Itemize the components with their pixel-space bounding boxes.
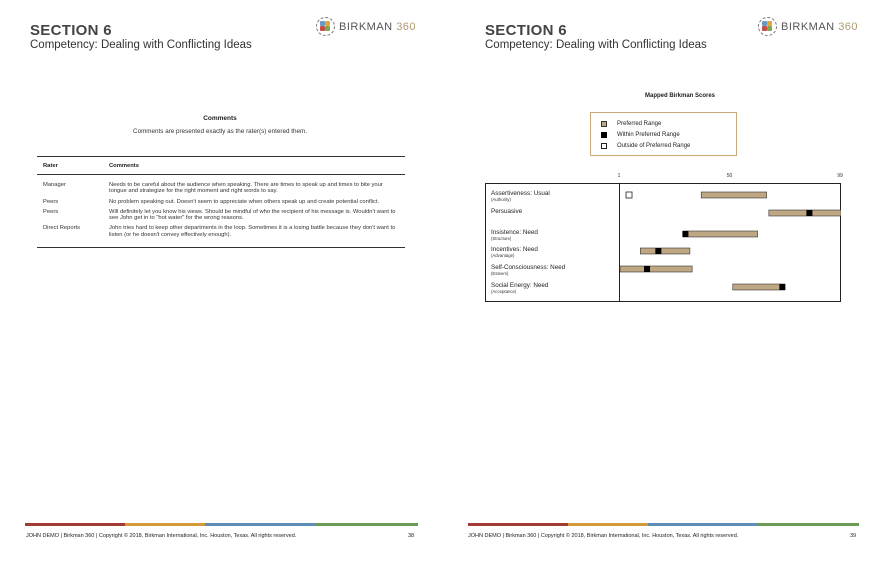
row-label-text: Social Energy: Need xyxy=(491,282,549,289)
row-sublabel: (Advantage) xyxy=(491,253,515,258)
preferred-range-bar xyxy=(620,266,692,272)
preferred-range-bar xyxy=(701,192,766,198)
table-row xyxy=(37,225,405,238)
row-label xyxy=(491,208,522,215)
outside-range-marker xyxy=(626,192,632,198)
chart-legend xyxy=(590,112,737,156)
logo-brand: BIRKMAN xyxy=(781,20,835,33)
comments-header: Comments xyxy=(109,163,139,169)
page-number: 39 xyxy=(850,533,857,539)
comments-table xyxy=(37,156,405,248)
legend-item-outside-range xyxy=(601,140,736,151)
within-range-marker xyxy=(644,266,650,272)
comment-cell: John tries hard to keep other departments in the loop. Sometimes it is a losing battle because they don't want to listen (or he doesn't convey effectively enough). xyxy=(109,225,396,238)
footer-text: JOHN DEMO | Birkman 360 | Copyright © 2018, Birkman International, Inc. Houston, Texas. All rights reserved. xyxy=(26,533,297,539)
footer-text: JOHN DEMO | Birkman 360 | Copyright © 2018, Birkman International, Inc. Houston, Texas. All rights reserved. xyxy=(468,533,739,539)
chart-title: Mapped Birkman Scores xyxy=(644,93,716,99)
preferred-range-bar xyxy=(733,284,785,290)
legend-item-preferred-range xyxy=(601,118,736,129)
birkman-logo-icon xyxy=(316,17,335,36)
row-label-text: Self-Consciousness: Need xyxy=(491,264,566,271)
preferred-range-bar xyxy=(683,231,757,237)
within-range-marker xyxy=(779,284,785,290)
row-label xyxy=(491,190,550,202)
row-label xyxy=(491,246,538,258)
birkman-logo xyxy=(758,17,858,36)
footer-stripe xyxy=(468,523,859,526)
section-title: SECTION 6 xyxy=(485,22,567,39)
table-row xyxy=(37,182,405,195)
chart-plot-area xyxy=(620,184,841,301)
comment-cell: No problem speaking out. Doesn't seem to appreciate when others speak up and create potential conflict. xyxy=(109,198,380,205)
preferred-range-bar xyxy=(769,210,841,216)
row-label xyxy=(491,229,538,241)
row-sublabel: (Esteem) xyxy=(491,271,509,276)
comment-cell: Will definitely let you know his views. Should be mindful of who the recipient of his message is. Wouldn't want to see John get in to "hot water" for the wrong reasons. xyxy=(109,208,396,222)
rater-cell: Peers xyxy=(43,198,59,205)
comments-heading: Comments xyxy=(203,115,237,122)
birkman-logo xyxy=(316,17,416,36)
logo-number: 360 xyxy=(396,20,417,33)
birkman-logo-icon xyxy=(758,17,777,36)
scores-chart xyxy=(485,183,841,302)
legend-label: Preferred Range xyxy=(617,120,662,127)
page-number: 38 xyxy=(408,533,415,539)
section-subtitle: Competency: Dealing with Conflicting Ideas xyxy=(485,39,707,51)
table-row xyxy=(37,199,405,205)
logo-brand: BIRKMAN xyxy=(339,20,393,33)
row-label-text: Insistence: Need xyxy=(491,229,538,236)
legend-label: Within Preferred Range xyxy=(617,131,680,138)
table-row xyxy=(37,209,405,222)
within-range-marker xyxy=(655,248,661,254)
row-label-text: Persuasive xyxy=(491,208,523,215)
rater-cell: Peers xyxy=(43,208,59,215)
rater-cell: Manager xyxy=(43,182,66,188)
row-label xyxy=(491,264,565,276)
row-label xyxy=(491,282,548,294)
logo-number: 360 xyxy=(838,20,859,33)
row-label-text: Assertiveness: Usual xyxy=(491,190,550,197)
section-subtitle: Competency: Dealing with Conflicting Ideas xyxy=(30,39,252,51)
rater-cell: Direct Reports xyxy=(43,225,81,232)
x-tick-label: 99 xyxy=(837,173,843,179)
outside-range-swatch xyxy=(601,143,607,149)
preferred-range-bar xyxy=(640,248,690,254)
legend-label: Outside of Preferred Range xyxy=(617,142,691,149)
row-sublabel: (Acceptance) xyxy=(491,289,517,294)
comments-intro: Comments are presented exactly as the rater(s) entered them. xyxy=(133,128,307,135)
comment-cell: Needs to be careful about the audience when speaking. There are times to speak up and times to bite your tongue and strategize for the right moment and right words to say. xyxy=(109,182,383,195)
preferred-range-swatch xyxy=(601,121,607,127)
legend-item-within-range xyxy=(601,129,736,140)
section-title: SECTION 6 xyxy=(30,22,112,39)
row-sublabel: (Authority) xyxy=(491,197,511,202)
table-header xyxy=(37,157,405,175)
footer-stripe xyxy=(25,523,418,526)
x-tick-label: 1 xyxy=(617,173,621,179)
row-label-text: Incentives: Need xyxy=(491,246,538,253)
within-range-marker xyxy=(682,231,688,237)
page-39 xyxy=(440,0,880,565)
within-range-swatch xyxy=(601,132,607,138)
row-sublabel: (Structure) xyxy=(491,236,512,241)
rater-header: Rater xyxy=(43,163,58,169)
within-range-marker xyxy=(806,210,812,216)
x-tick-label: 50 xyxy=(726,173,733,179)
